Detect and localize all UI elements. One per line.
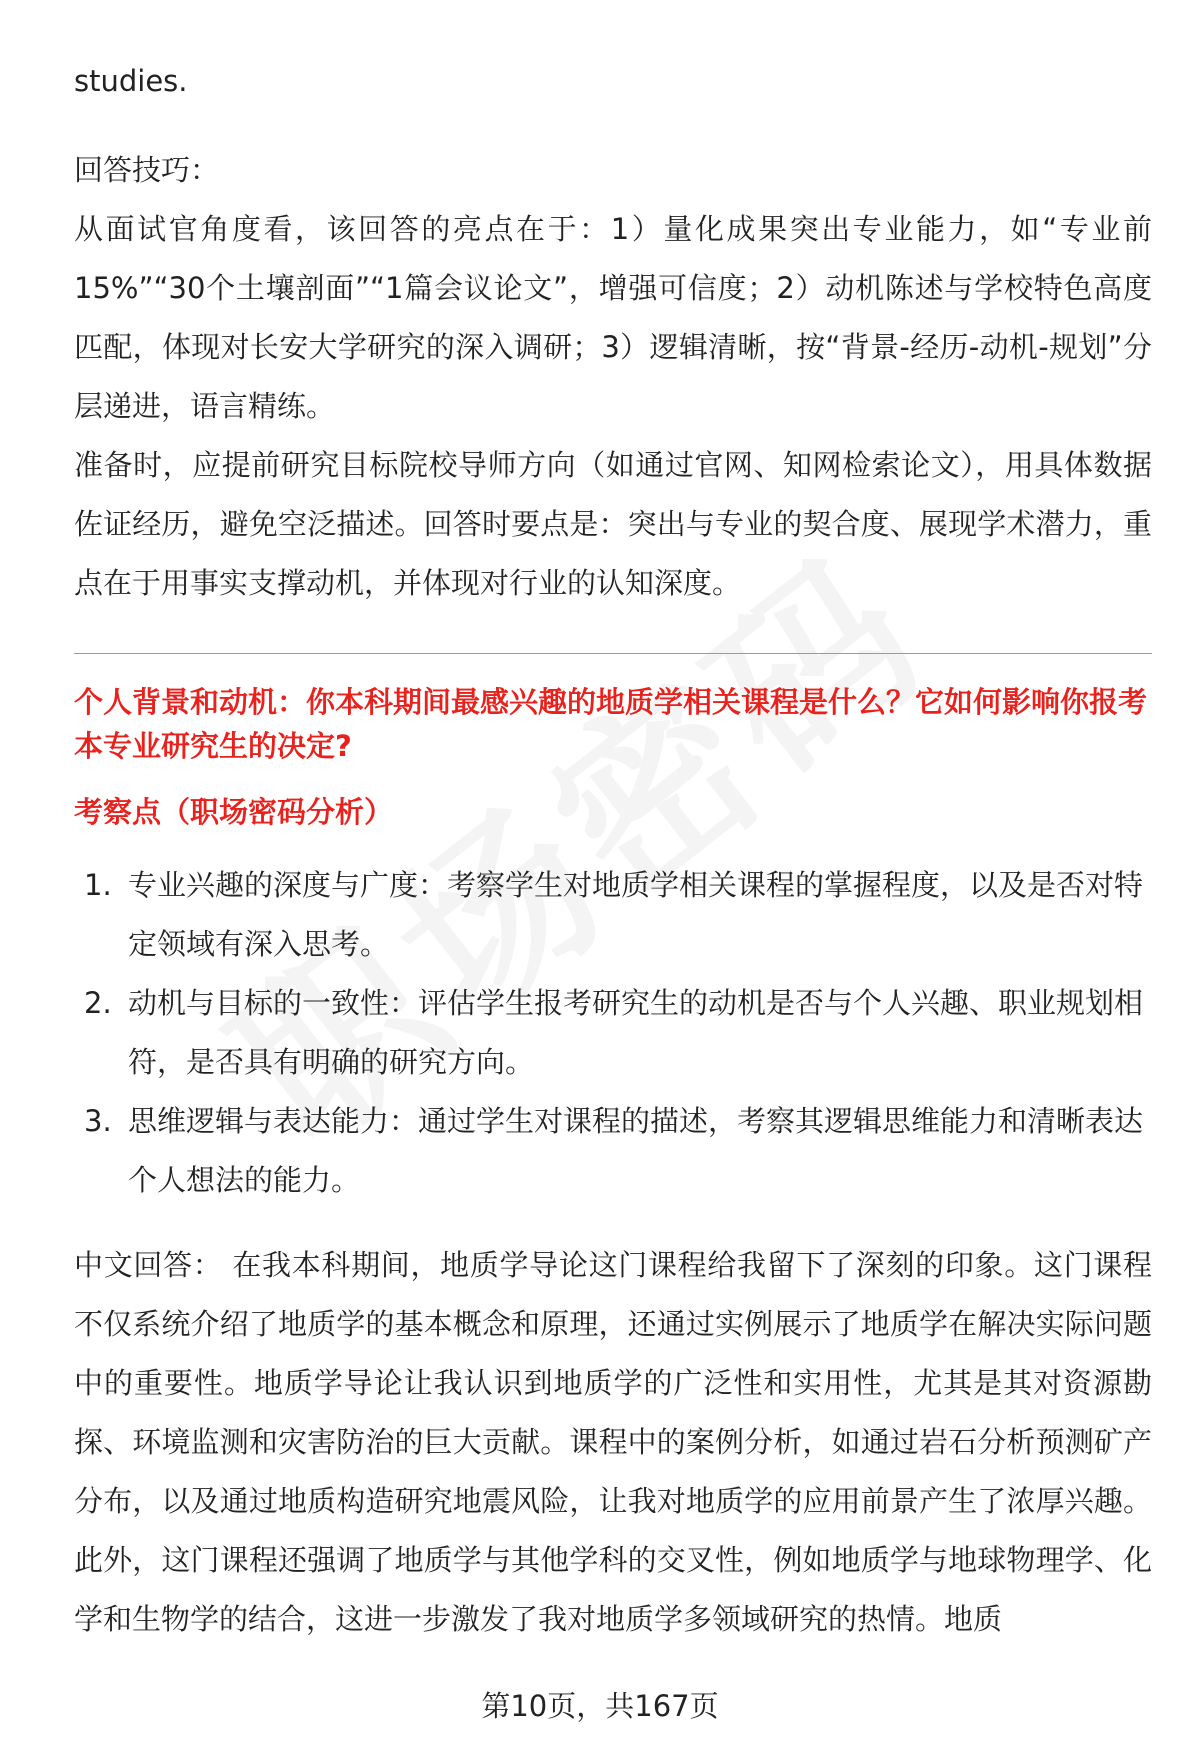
section-divider bbox=[74, 653, 1152, 654]
tips-paragraph-1: 从面试官角度看，该回答的亮点在于：1）量化成果突出专业能力，如“专业前15%”“30个土壤剖面”“1篇会议论文”，增强可信度；2）动机陈述与学校特色高度匹配，体现对长安大学研究的深入调研；3）逻辑清晰，按“背景-经历-动机-规划”分层递进，语言精练。 bbox=[74, 212, 1152, 423]
question-heading: 个人背景和动机：你本科期间最感兴趣的地质学相关课程是什么？它如何影响你报考本专业研究生的决定? bbox=[74, 685, 1148, 763]
list-item: 1. 专业兴趣的深度与广度：考察学生对地质学相关课程的掌握程度，以及是否对特定领域有深入思考。 bbox=[84, 868, 1144, 961]
assessment-points-list bbox=[74, 856, 1152, 1210]
tips-paragraph-2: 准备时，应提前研究目标院校导师方向（如通过官网、知网检索论文），用具体数据佐证经历，避免空泛描述。回答时要点是：突出与专业的契合度、展现学术潜力，重点在于用事实支撑动机，并体现对行业的认知深度。 bbox=[74, 448, 1152, 600]
list-item: 3. 思维逻辑与表达能力：通过学生对课程的描述，考察其逻辑思维能力和清晰表达个人想法的能力。 bbox=[84, 1104, 1144, 1197]
answer-paragraph: 中文回答： 在我本科期间，地质学导论这门课程给我留下了深刻的印象。这门课程不仅系统介绍了地质学的基本概念和原理，还通过实例展示了地质学在解决实际问题中的重要性。地质学导论让我认识到地质学的广泛性和实用性，尤其是其对资源勘探、环境监测和灾害防治的巨大贡献。课程中的案例分析，如通过岩石分析预测矿产分布，以及通过地质构造研究地震风险，让我对地质学的应用前景产生了浓厚兴趣。此外，这门课程还强调了地质学与其他学科的交叉性，例如地质学与地球物理学、化学和生物学的结合，这进一步激发了我对地质学多领域研究的热情。地质 bbox=[74, 1248, 1152, 1636]
continued-text: studies. bbox=[74, 64, 188, 98]
page-content bbox=[74, 52, 1152, 1649]
page-number-footer: 第10页，共167页 bbox=[481, 1689, 719, 1723]
list-item: 2. 动机与目标的一致性：评估学生报考研究生的动机是否与个人兴趣、职业规划相符，是否具有明确的研究方向。 bbox=[84, 986, 1144, 1079]
tips-label: 回答技巧： bbox=[74, 153, 220, 187]
analysis-heading: 考察点（职场密码分析） bbox=[74, 795, 394, 829]
